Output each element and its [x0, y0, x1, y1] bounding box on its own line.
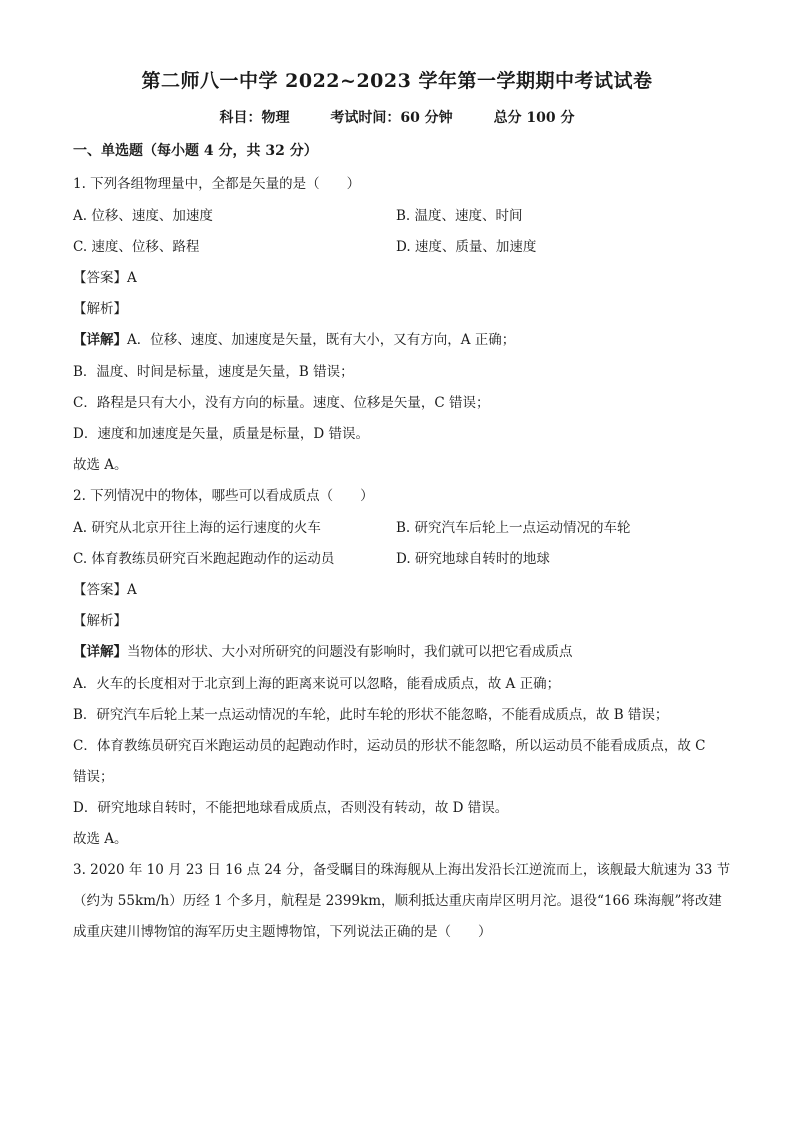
question-2-detail	[73, 640, 573, 660]
question-2-line-c1: C．体育教练员研究百米跑运动员的起跑动作时，运动员的形状不能忽略，所以运动员不能看成质点，故 C	[73, 738, 706, 754]
section-heading: 一、单选题（每小题 4 分，共 32 分）	[73, 143, 318, 159]
question-1-option-a: A. 位移、速度、加速度	[73, 208, 213, 224]
page-title: 第二师八一中学 2022~2023 学年第一学期期中考试试卷	[141, 70, 653, 92]
detail-text: 当物体的形状、大小对所研究的问题没有影响时，我们就可以把它看成质点	[127, 644, 573, 660]
question-2-stem: 2. 下列情况中的物体，哪些可以看成质点（ ）	[73, 488, 374, 504]
question-2-option-a: A. 研究从北京开往上海的运行速度的火车	[73, 520, 321, 536]
question-1-option-d: D. 速度、质量、加速度	[396, 239, 537, 255]
question-1-analysis-tag: 【解析】	[73, 301, 127, 317]
question-1-line-b: B．温度、时间是标量，速度是矢量，B 错误；	[73, 364, 354, 380]
question-1-detail	[73, 328, 515, 348]
detail-tag: 【详解】	[73, 644, 127, 660]
question-1-line-c: C．路程是只有大小，没有方向的标量。速度、位移是矢量，C 错误；	[73, 395, 490, 411]
question-2-option-c: C. 体育教练员研究百米跑起跑动作的运动员	[73, 551, 335, 567]
question-1-stem: 1. 下列各组物理量中，全都是矢量的是（ ）	[73, 176, 361, 192]
question-2-analysis-tag: 【解析】	[73, 613, 127, 629]
score-label: 总分 100 分	[493, 110, 575, 126]
question-1-conclusion: 故选 A。	[73, 457, 128, 473]
question-1-line-d: D．速度和加速度是矢量，质量是标量，D 错误。	[73, 426, 369, 442]
question-2-line-b: B．研究汽车后轮上某一点运动情况的车轮，此时车轮的形状不能忽略，不能看成质点，故 B 错误；	[73, 707, 669, 723]
question-1-option-b: B. 温度、速度、时间	[396, 208, 523, 224]
subject-label: 科目：物理	[219, 110, 290, 126]
question-3-line-3: 成重庆建川博物馆的海军历史主题博物馆，下列说法正确的是（ ）	[73, 924, 492, 940]
question-3-line-2: （约为 55km/h）历经 1 个多月，航程是 2399km，顺利抵达重庆南岸区明月沱。退役“166 珠海舰”将改建	[73, 893, 722, 909]
question-2-line-c2: 错误；	[73, 769, 114, 785]
question-2-answer: 【答案】A	[73, 582, 137, 598]
question-2-option-b: B. 研究汽车后轮上一点运动情况的车轮	[396, 520, 631, 536]
question-2-option-d: D. 研究地球自转时的地球	[396, 551, 550, 567]
exam-info	[0, 107, 794, 127]
question-2-conclusion: 故选 A。	[73, 831, 128, 847]
question-1-answer: 【答案】A	[73, 270, 137, 286]
detail-tag: 【详解】	[73, 332, 127, 348]
question-2-line-a: A．火车的长度相对于北京到上海的距离来说可以忽略，能看成质点，故 A 正确；	[73, 676, 561, 692]
detail-text: A．位移、速度、加速度是矢量，既有大小，又有方向，A 正确；	[127, 332, 516, 348]
question-3-line-1: 3. 2020 年 10 月 23 日 16 点 24 分，备受瞩目的珠海舰从上海出发沿长江逆流而上，该舰最大航速为 33 节	[73, 862, 731, 878]
question-1-option-c: C. 速度、位移、路程	[73, 239, 200, 255]
time-label: 考试时间：60 分钟	[330, 110, 453, 126]
question-2-line-d: D．研究地球自转时，不能把地球看成质点，否则没有转动，故 D 错误。	[73, 800, 509, 816]
